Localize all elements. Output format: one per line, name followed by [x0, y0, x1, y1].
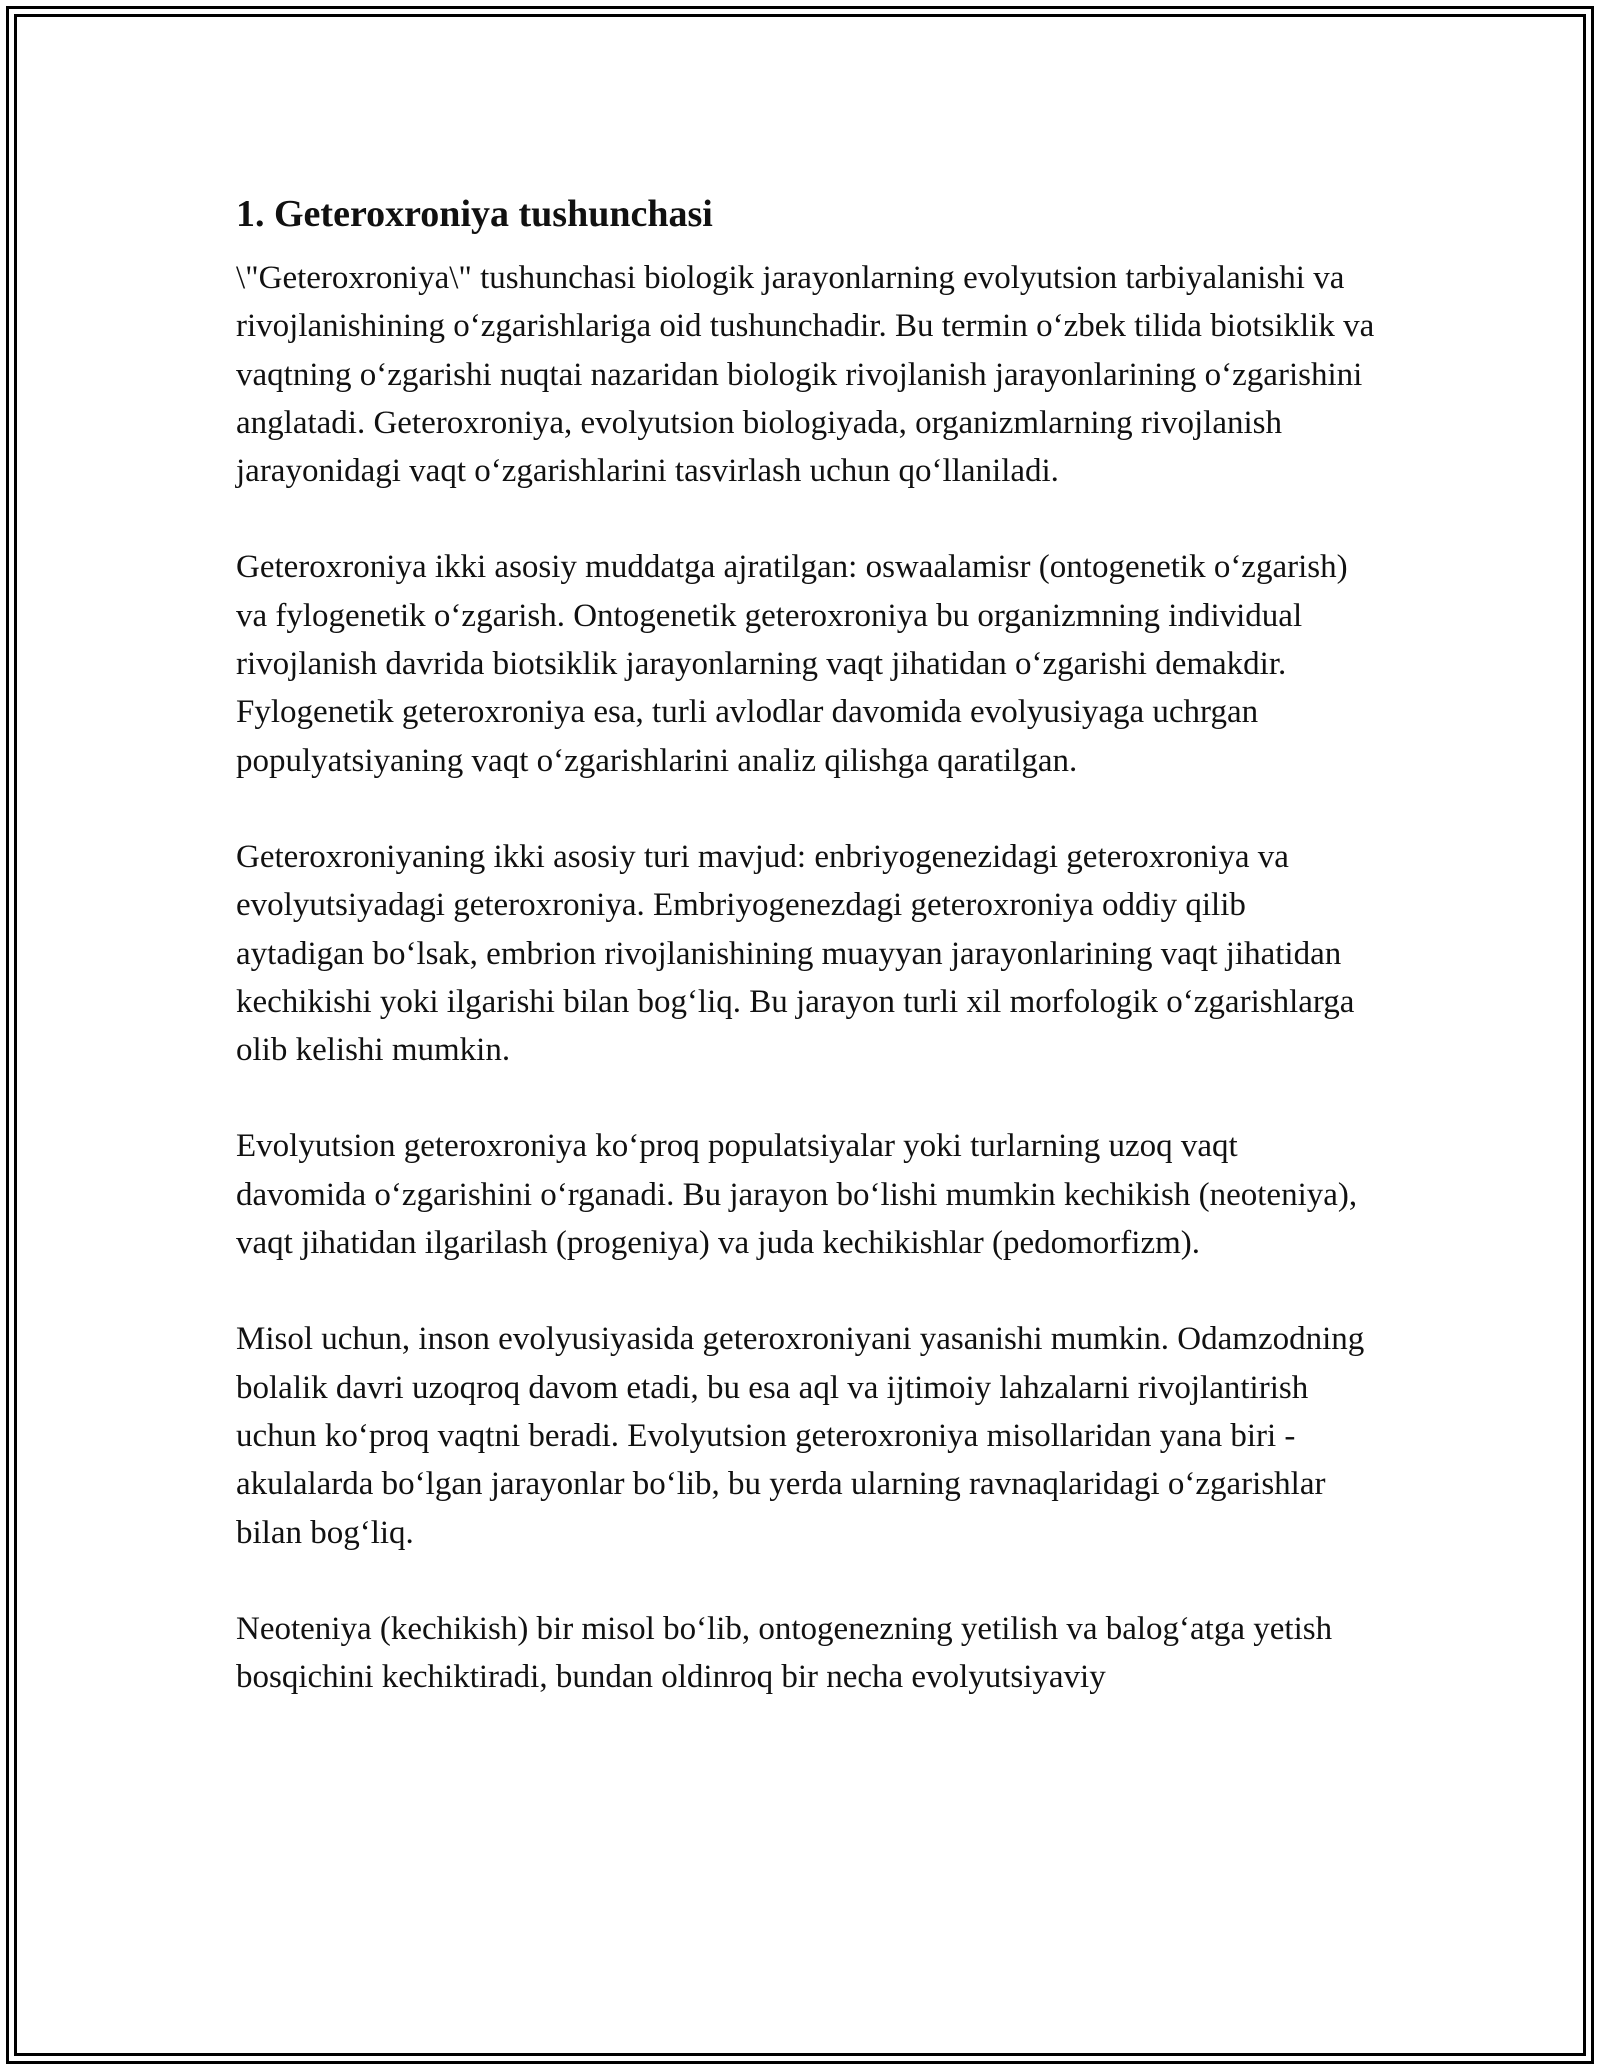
paragraph-1: \"Geteroxroniya\" tushunchasi biologik jarayonlarning evolyutsion tarbiyalanishi va rivojlanishining o‘zgarishlariga oid tushunchadir. Bu termin o‘zbek tilida biotsiklik va vaqtning o‘zgarishi nuqtai nazaridan biologik rivojlanish jarayonlarining o‘zgarishini anglatadi. Geteroxroniya, evolyutsion biologiyada, organizmlarning rivojlanish jarayonidagi vaqt o‘zgarishlarini tasvirlash uchun qo‘llaniladi. [236, 260, 1375, 490]
section-heading: 1. Geteroxroniya tushunchasi [236, 193, 713, 235]
paragraph-6: Neoteniya (kechikish) bir misol bo‘lib, ontogenezning yetilish va balog‘atga yetish bosqichini kechiktiradi, bundan oldinroq bir necha evolyutsiyaviy [236, 1610, 1333, 1696]
paragraph-4: Evolyutsion geteroxroniya ko‘proq populatsiyalar yoki turlarning uzoq vaqt davomida o‘zgarishini o‘rganadi. Bu jarayon bo‘lishi mumkin kechikish (neoteniya), vaqt jihatidan ilgarilash (progeniya) va juda kechikishlar (pedomorfizm). [236, 1128, 1358, 1262]
paragraph-2: Geteroxroniya ikki asosiy muddatga ajratilgan: oswaalamisr (ontogenetik o‘zgarish) va fylogenetik o‘zgarish. Ontogenetik geteroxroniya bu organizmning individual rivojlanish davrida biotsiklik jarayonlarning vaqt jihatidan o‘zgarishi demakdir. Fylogenetik geteroxroniya esa, turli avlodlar davomida evolyusiyaga uchrgan populyatsiyaning vaqt o‘zgarishlarini analiz qilishga qaratilgan. [236, 549, 1348, 779]
paragraph-5: Misol uchun, inson evolyusiyasida geteroxroniyani yasanishi mumkin. Odamzodning bolalik davri uzoqroq davom etadi, bu esa aql va ijtimoiy lahzalarni rivojlantirish uchun ko‘proq vaqtni beradi. Evolyutsion geteroxroniya misollaridan yana biri - akulalarda bo‘lgan jarayonlar bo‘lib, bu yerda ularning ravnaqlaridagi o‘zgarishlar bilan bog‘liq. [236, 1321, 1365, 1551]
document-body [236, 188, 1376, 1749]
paragraph-3: Geteroxroniyaning ikki asosiy turi mavjud: enbriyogenezidagi geteroxroniya va evolyutsiyadagi geteroxroniya. Embriyogenezdagi geteroxroniya oddiy qilib aytadigan bo‘lsak, embrion rivojlanishining muayyan jarayonlarining vaqt jihatidan kechikishi yoki ilgarishi bilan bog‘liq. Bu jarayon turli xil morfologik o‘zgarishlarga olib kelishi mumkin. [236, 838, 1355, 1069]
